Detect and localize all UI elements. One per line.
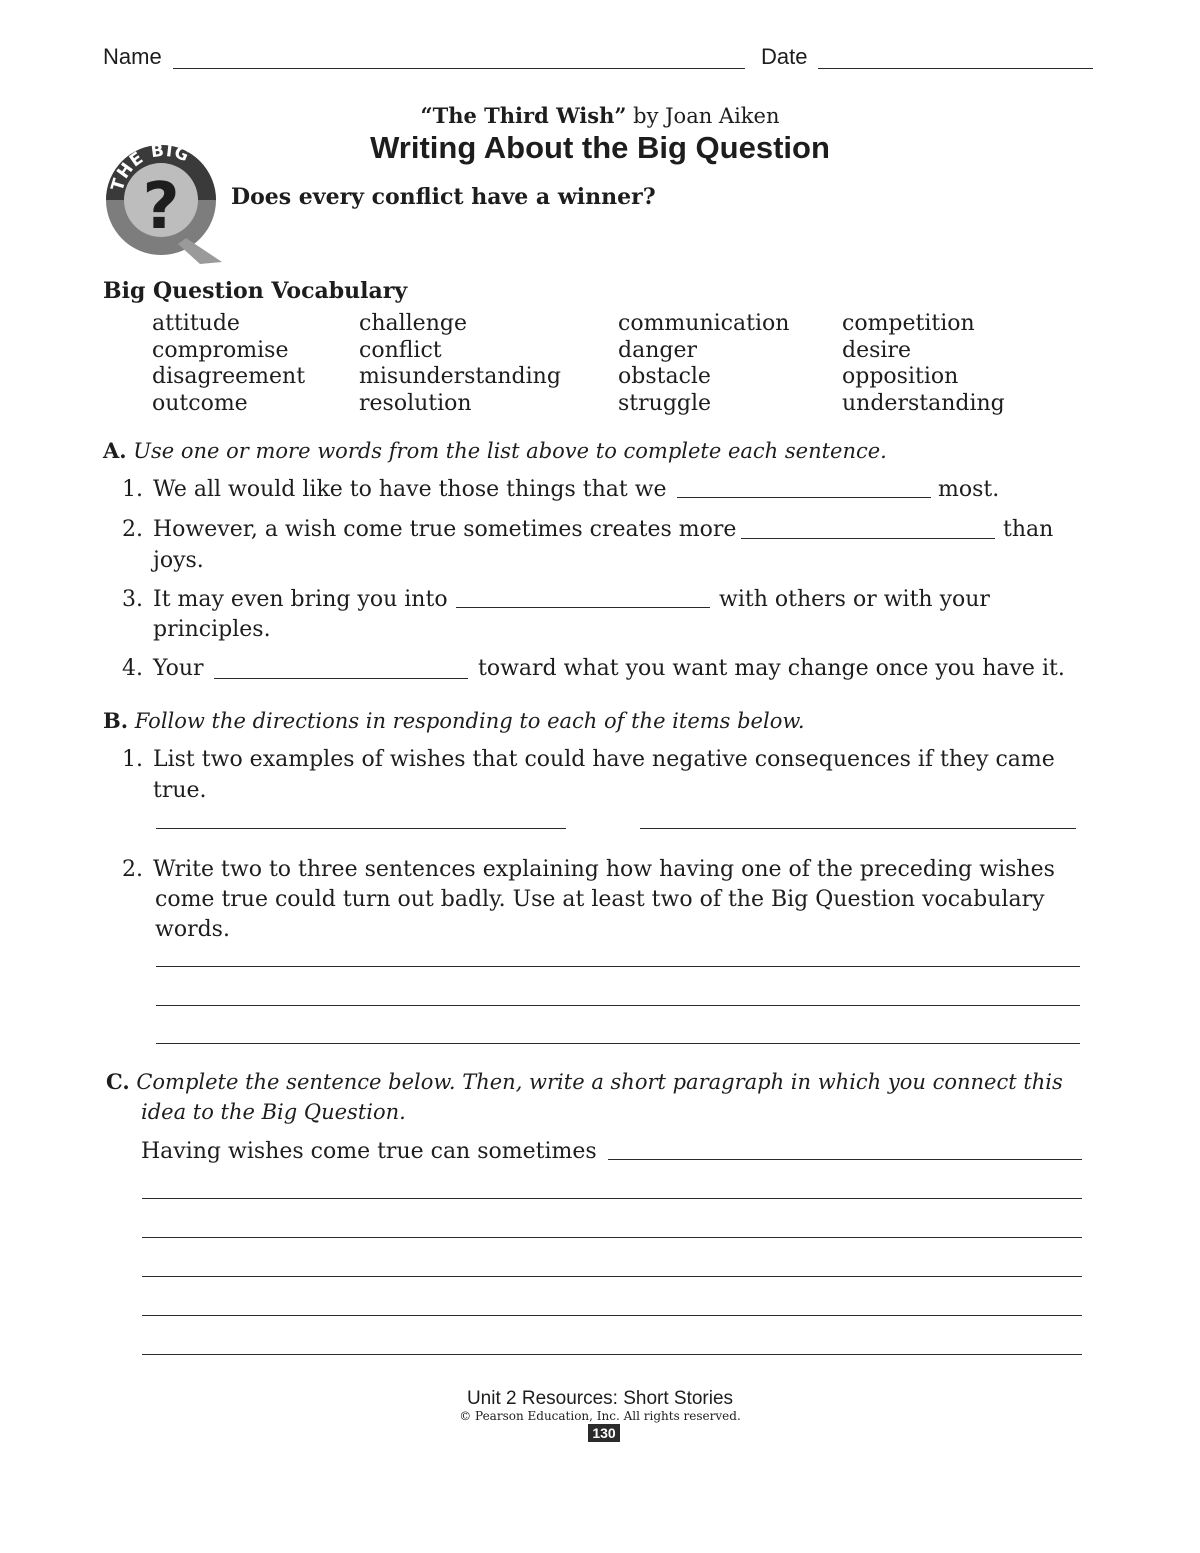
section-a-item-2-end: than xyxy=(1003,517,1054,542)
vocab-word: danger xyxy=(618,337,697,363)
section-b-item-2-line3: words. xyxy=(155,917,230,942)
section-b-label: B. xyxy=(103,708,129,733)
blank-a2[interactable] xyxy=(741,538,995,539)
vocab-word: disagreement xyxy=(152,364,306,389)
answer-line-b1-first[interactable] xyxy=(156,828,566,829)
section-b-item-1: 1. List two examples of wishes that could have negative consequences if they came xyxy=(122,747,1055,772)
vocab-word: compromise xyxy=(152,337,289,363)
section-c-text-1: Complete the sentence below. Then, write a short paragraph in which you connect this xyxy=(136,1070,1063,1094)
vocab-word: desire xyxy=(842,337,911,363)
section-a-instruction xyxy=(103,438,887,463)
section-c-prompt: Having wishes come true can sometimes xyxy=(141,1139,597,1164)
story-title: “The Third Wish” xyxy=(420,103,627,128)
story-author: by Joan Aiken xyxy=(633,104,780,128)
vocabulary-column-3 xyxy=(618,311,789,417)
name-input-line[interactable] xyxy=(173,68,745,69)
date-label: Date xyxy=(761,44,808,69)
section-a-item-4: 4. Your xyxy=(122,656,204,681)
name-label: Name xyxy=(103,44,162,69)
vocab-word: outcome xyxy=(152,390,248,416)
vocabulary-column-4 xyxy=(842,311,1005,417)
vocabulary-heading: Big Question Vocabulary xyxy=(103,278,408,304)
big-question: Does every conflict have a winner? xyxy=(231,184,656,210)
vocab-word: opposition xyxy=(842,364,959,389)
vocab-word: resolution xyxy=(359,390,472,416)
vocab-word: conflict xyxy=(359,337,442,363)
vocab-word: attitude xyxy=(152,311,240,336)
vocab-word: challenge xyxy=(359,311,467,336)
section-a-item-3-end: with others or with your xyxy=(719,587,990,612)
svg-text:?: ? xyxy=(142,170,180,244)
vocab-word: struggle xyxy=(618,390,712,416)
blank-a1[interactable] xyxy=(677,497,931,498)
section-c-instruction xyxy=(106,1069,1063,1094)
section-a-label: A. xyxy=(103,438,127,463)
vocab-word: understanding xyxy=(842,390,1005,416)
logo-text: THE BIG xyxy=(107,140,193,194)
section-b-item-2-line2: come true could turn out badly. Use at least two of the Big Question vocabulary xyxy=(155,887,1045,912)
vocab-word: communication xyxy=(618,311,790,336)
footer-copyright: © Pearson Education, Inc. All rights reserved. xyxy=(459,1409,741,1423)
footer-unit: Unit 2 Resources: Short Stories xyxy=(466,1388,734,1409)
answer-line-c-3[interactable] xyxy=(142,1276,1082,1277)
section-b-item-2: 2. Write two to three sentences explaining how having one of the preceding wishes xyxy=(122,857,1055,882)
answer-line-c-5[interactable] xyxy=(142,1354,1082,1355)
section-b-item-1-cont: true. xyxy=(153,778,207,803)
page-title: Writing About the Big Question xyxy=(370,130,830,165)
section-a-item-3: 3. It may even bring you into xyxy=(122,587,448,612)
section-b-instruction xyxy=(103,708,805,733)
answer-line-b2-3[interactable] xyxy=(156,1043,1080,1044)
section-c-label: C. xyxy=(106,1069,130,1094)
story-title-line xyxy=(0,103,1200,128)
blank-a3[interactable] xyxy=(456,607,710,608)
section-a-item-2-cont: joys. xyxy=(153,548,204,573)
vocabulary-column-2 xyxy=(359,311,561,417)
answer-line-b1-second[interactable] xyxy=(640,828,1076,829)
vocabulary-column-1 xyxy=(152,311,305,417)
answer-line-c-2[interactable] xyxy=(142,1237,1082,1238)
section-a-text: Use one or more words from the list above to complete each sentence. xyxy=(133,439,887,463)
section-b-text: Follow the directions in responding to each of the items below. xyxy=(134,709,805,733)
answer-line-c-prompt[interactable] xyxy=(608,1159,1082,1160)
answer-line-c-4[interactable] xyxy=(142,1315,1082,1316)
section-a-item-1: 1. We all would like to have those things that we xyxy=(122,477,667,502)
answer-line-b2-1[interactable] xyxy=(156,966,1080,967)
vocab-word: competition xyxy=(842,311,975,336)
section-c-instruction-cont: idea to the Big Question. xyxy=(141,1100,406,1124)
section-a-item-4-end: toward what you want may change once you have it. xyxy=(478,656,1065,681)
blank-a4[interactable] xyxy=(214,678,468,679)
answer-line-b2-2[interactable] xyxy=(156,1005,1080,1006)
big-question-logo-icon xyxy=(104,140,226,266)
section-a-item-3-cont: principles. xyxy=(153,617,271,642)
date-input-line[interactable] xyxy=(818,68,1093,69)
vocab-word: obstacle xyxy=(618,364,711,389)
page-number: 130 xyxy=(588,1424,620,1442)
answer-line-c-1[interactable] xyxy=(142,1198,1082,1199)
section-a-item-1-end: most. xyxy=(938,477,1000,502)
vocab-word: misunderstanding xyxy=(359,364,561,389)
section-a-item-2: 2. However, a wish come true sometimes creates more xyxy=(122,517,737,542)
